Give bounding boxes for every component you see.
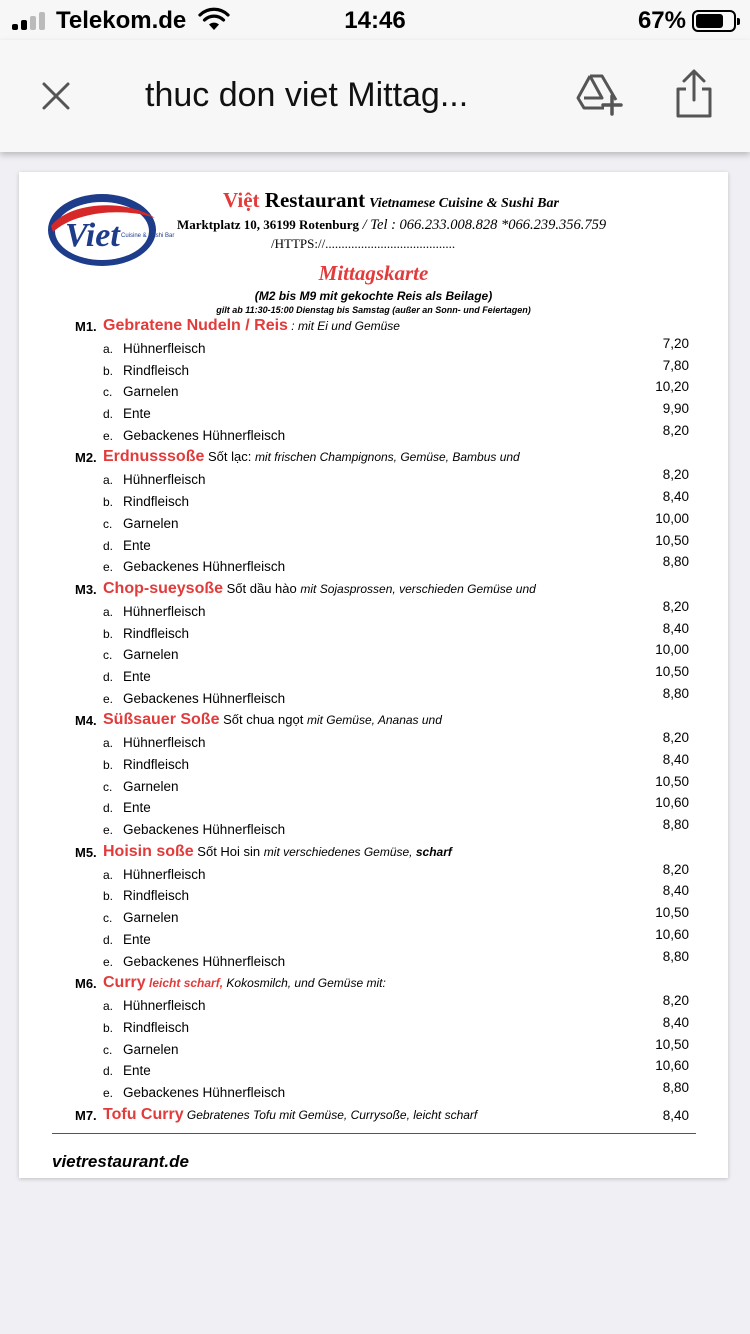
- item-letter: b.: [103, 363, 114, 378]
- battery-percent: 67%: [637, 7, 686, 34]
- item-price: 10,00: [655, 510, 689, 526]
- menu-item: [19, 663, 728, 689]
- dish-price: 8,40: [662, 1107, 689, 1123]
- item-price: 8,80: [662, 1079, 689, 1095]
- item-letter: c.: [103, 911, 113, 926]
- item-price: 8,40: [662, 883, 689, 899]
- item-price: 10,50: [655, 905, 689, 921]
- dish-code: M4.: [75, 713, 97, 729]
- menu-dish: [19, 973, 728, 996]
- item-letter: d.: [103, 932, 114, 947]
- item-label: Ente: [123, 800, 151, 816]
- item-price: 8,80: [662, 948, 689, 964]
- item-label: Garnelen: [123, 384, 179, 400]
- item-price: 10,50: [655, 1036, 689, 1052]
- dish-name: Curry leicht scharf, Kokosmilch, und Gemüse mit:: [103, 974, 386, 992]
- menu-list: [19, 316, 728, 1128]
- item-letter: d.: [103, 801, 114, 816]
- menu-item: [19, 1079, 728, 1105]
- dish-code: M1.: [75, 319, 97, 334]
- menu-dish: [19, 842, 728, 865]
- item-label: Gebackenes Hühnerfleisch: [123, 690, 286, 706]
- menu-item: [19, 993, 728, 1018]
- item-letter: c.: [103, 648, 113, 663]
- menu-item: [19, 948, 728, 974]
- restaurant-url: /HTTPS://........................................: [271, 236, 456, 251]
- close-button[interactable]: [36, 76, 76, 116]
- item-price: 8,40: [662, 1014, 689, 1030]
- item-label: Garnelen: [123, 515, 179, 531]
- item-label: Rindfleisch: [123, 362, 190, 378]
- item-letter: a.: [103, 604, 114, 619]
- item-price: 8,20: [662, 993, 689, 1009]
- item-label: Garnelen: [123, 778, 179, 794]
- dish-code: M2.: [75, 450, 97, 466]
- item-label: Hühnerfleisch: [123, 603, 206, 619]
- item-price: 10,60: [655, 795, 689, 811]
- carrier-name: Telekom.de: [56, 7, 187, 34]
- item-letter: e.: [103, 560, 114, 575]
- item-price: 8,80: [662, 554, 689, 570]
- item-label: Ente: [123, 931, 151, 947]
- menu-item: [19, 422, 728, 448]
- menu-item: [19, 905, 728, 930]
- dish-code: M7.: [75, 1107, 97, 1123]
- item-letter: e.: [103, 428, 114, 443]
- item-price: 8,20: [662, 861, 689, 877]
- dish-code: M5.: [75, 844, 97, 860]
- item-letter: c.: [103, 385, 113, 400]
- item-letter: a.: [103, 867, 114, 882]
- footer-website: vietrestaurant.de: [52, 1152, 189, 1171]
- item-price: 8,20: [662, 730, 689, 746]
- item-label: Gebackenes Hühnerfleisch: [123, 1084, 286, 1100]
- menu-item: [19, 861, 728, 887]
- item-price: 8,20: [662, 467, 689, 483]
- item-letter: a.: [103, 473, 114, 488]
- item-letter: e.: [103, 954, 114, 969]
- item-price: 8,20: [662, 422, 689, 438]
- add-to-drive-icon: [574, 72, 624, 118]
- menu-dish: [19, 316, 728, 339]
- status-bar: [0, 0, 750, 40]
- menu-item: [19, 336, 728, 361]
- item-price: 10,00: [655, 642, 689, 658]
- menu-dish: [19, 579, 728, 602]
- menu-item: [19, 357, 728, 383]
- menu-item: [19, 1014, 728, 1040]
- item-letter: d.: [103, 669, 114, 684]
- clock: 14:46: [344, 7, 406, 34]
- item-label: Rindfleisch: [123, 494, 190, 510]
- item-letter: d.: [103, 407, 114, 422]
- item-price: 8,80: [662, 685, 689, 701]
- svg-text:Cuisine & Sushi Bar: Cuisine & Sushi Bar: [121, 233, 175, 239]
- dish-name: Tofu Curry Gebratenes Tofu mit Gemüse, Currysoße, leicht scharf: [103, 1105, 478, 1123]
- share-button[interactable]: [672, 68, 716, 125]
- menu-item: [19, 554, 728, 579]
- menu-dish: [19, 710, 728, 733]
- menu-item: [19, 510, 728, 536]
- item-price: 7,80: [662, 357, 689, 373]
- dish-name: Erdnusssoße Sốt lạc: mit frischen Champignons, Gemüse, Bambus und: [103, 448, 520, 466]
- item-letter: b.: [103, 495, 114, 510]
- item-price: 10,50: [655, 663, 689, 679]
- item-price: 7,20: [662, 336, 689, 351]
- item-label: Gebackenes Hühnerfleisch: [123, 822, 286, 838]
- close-icon: [41, 81, 71, 111]
- menu-item: [19, 1036, 728, 1062]
- item-label: Hühnerfleisch: [123, 341, 206, 356]
- restaurant-name: Việt Restaurant Vietnamese Cuisine & Sushi Bar: [223, 188, 559, 212]
- menu-item: [19, 620, 728, 646]
- add-to-drive-button[interactable]: [574, 72, 624, 123]
- dish-name: Hoisin soße Sốt Hoi sin mit verschiedenes Gemüse, scharf: [103, 842, 452, 860]
- item-letter: b.: [103, 889, 114, 904]
- share-icon: [672, 68, 716, 120]
- menu-item: [19, 730, 728, 755]
- item-label: Hühnerfleisch: [123, 866, 206, 882]
- item-letter: a.: [103, 736, 114, 751]
- item-label: Rindfleisch: [123, 757, 190, 772]
- menu-item: [19, 489, 728, 514]
- restaurant-logo: [47, 192, 175, 268]
- item-label: Hühnerfleisch: [123, 472, 206, 488]
- item-price: 9,90: [662, 401, 689, 417]
- dish-name: Gebratene Nudeln / Reis : mit Ei und Gemüse: [103, 317, 400, 334]
- menu-hours: gilt ab 11:30-15:00 Dienstag bis Samstag (außer an Sonn- und Feiertagen): [216, 305, 531, 315]
- menu-item: [19, 467, 728, 492]
- item-label: Garnelen: [123, 647, 179, 663]
- item-letter: c.: [103, 1042, 113, 1057]
- item-price: 8,40: [662, 620, 689, 636]
- item-price: 8,40: [662, 489, 689, 505]
- item-label: Gebackenes Hühnerfleisch: [123, 559, 286, 575]
- item-letter: a.: [103, 342, 114, 356]
- dish-code: M6.: [75, 976, 97, 992]
- item-price: 8,40: [662, 752, 689, 767]
- document-page[interactable]: [19, 172, 728, 1178]
- dish-name: Chop-sueysoße Sốt dầu hào mit Sojasprossen, verschieden Gemüse und: [103, 579, 536, 597]
- item-price: 10,60: [655, 926, 689, 942]
- item-label: Rindfleisch: [123, 888, 190, 904]
- menu-item: [19, 926, 728, 952]
- item-price: 8,80: [662, 817, 689, 833]
- dish-name: Süßsauer Soße Sốt chua ngọt mit Gemüse, Ananas und: [103, 711, 442, 729]
- menu-dish: [19, 1105, 728, 1128]
- restaurant-address: Marktplatz 10, 36199 Rotenburg / Tel : 066.233.008.828 *066.239.356.759: [177, 217, 607, 233]
- menu-item: [19, 401, 728, 426]
- item-letter: b.: [103, 758, 114, 772]
- item-letter: d.: [103, 1064, 114, 1079]
- item-price: 8,20: [662, 598, 689, 614]
- menu-item: [19, 795, 728, 820]
- item-letter: e.: [103, 691, 114, 706]
- item-label: Garnelen: [123, 1041, 179, 1057]
- item-label: Ente: [123, 537, 151, 553]
- nav-bar: [0, 40, 750, 152]
- menu-dish: [19, 447, 728, 470]
- menu-item: [19, 752, 728, 777]
- menu-item: [19, 532, 728, 558]
- menu-item: [19, 817, 728, 842]
- document-title: thuc don viet Mittag...: [145, 76, 469, 114]
- item-label: Ente: [123, 668, 151, 684]
- menu-item: [19, 685, 728, 711]
- menu-item: [19, 642, 728, 667]
- svg-text:Viet: Viet: [65, 217, 120, 254]
- item-letter: a.: [103, 999, 114, 1014]
- menu-item: [19, 598, 728, 624]
- battery-icon: [692, 10, 736, 32]
- item-letter: d.: [103, 538, 114, 553]
- menu-note: (M2 bis M9 mit gekochte Reis als Beilage): [254, 289, 493, 303]
- item-label: Hühnerfleisch: [123, 998, 206, 1014]
- item-letter: b.: [103, 626, 114, 641]
- item-label: Garnelen: [123, 910, 179, 926]
- item-price: 10,50: [655, 773, 689, 789]
- item-label: Ente: [123, 406, 151, 422]
- item-price: 10,20: [655, 379, 689, 395]
- item-label: Hühnerfleisch: [123, 735, 206, 751]
- item-letter: e.: [103, 823, 114, 838]
- item-label: Rindfleisch: [123, 1019, 190, 1035]
- item-label: Ente: [123, 1063, 151, 1079]
- menu-item: [19, 379, 728, 404]
- item-label: Gebackenes Hühnerfleisch: [123, 427, 286, 443]
- item-letter: c.: [103, 516, 113, 531]
- item-label: Rindfleisch: [123, 625, 190, 641]
- item-price: 10,60: [655, 1058, 689, 1074]
- item-letter: b.: [103, 1020, 114, 1035]
- item-price: 10,50: [655, 532, 689, 548]
- menu-item: [19, 1058, 728, 1083]
- menu-heading: Mittagskarte: [318, 261, 429, 285]
- divider: [52, 1133, 696, 1134]
- menu-item: [19, 883, 728, 908]
- item-letter: e.: [103, 1085, 114, 1100]
- item-label: Gebackenes Hühnerfleisch: [123, 953, 286, 969]
- item-letter: c.: [103, 779, 113, 794]
- menu-item: [19, 773, 728, 799]
- dish-code: M3.: [75, 581, 97, 597]
